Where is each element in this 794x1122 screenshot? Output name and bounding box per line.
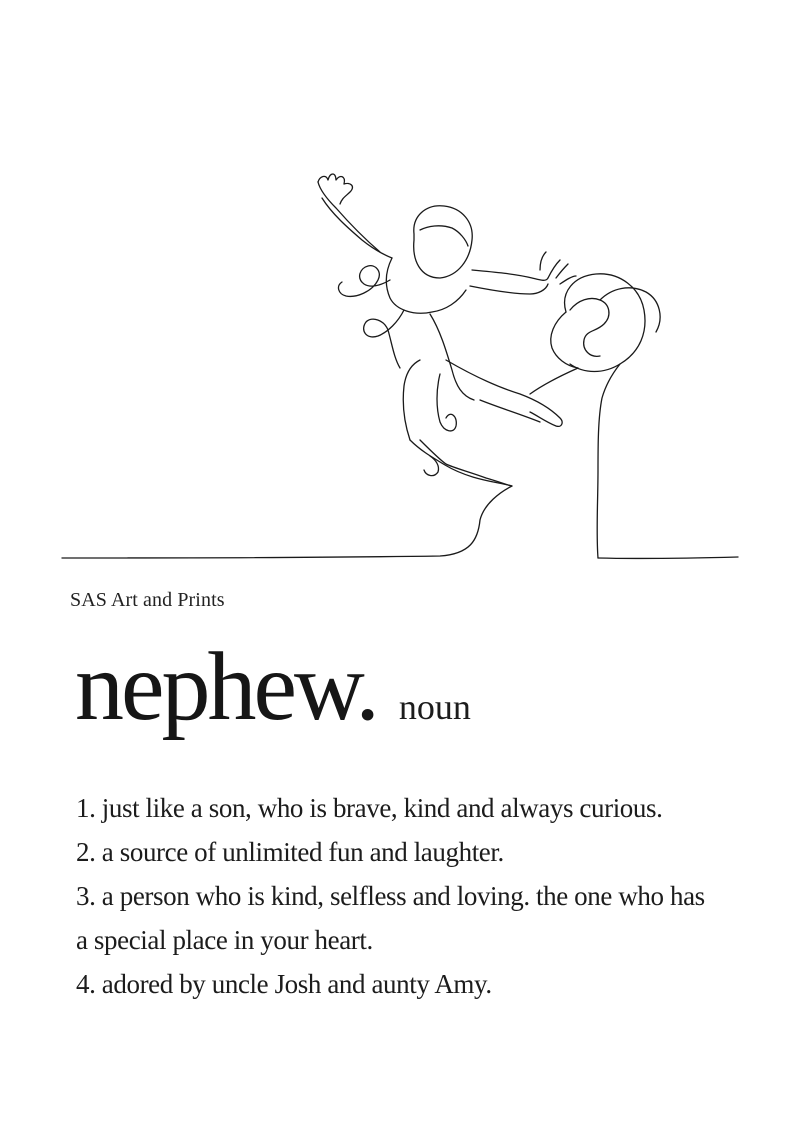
definition-item: 4. adored by uncle Josh and aunty Amy. [76,969,492,999]
definition-item: 1. just like a son, who is brave, kind and always curious. [76,793,663,823]
definition-item: 2. a source of unlimited fun and laughter. [76,837,504,867]
headword: nephew. [75,633,377,741]
definition-item: 3. a person who is kind, selfless and loving. the one who has a special place in your heart. [76,881,705,955]
entry-heading [75,633,471,741]
line-art-illustration [0,160,794,570]
adult-lifting-child-icon [0,160,794,570]
part-of-speech: noun [398,687,471,727]
brand-name: SAS Art and Prints [70,589,225,611]
definition-list [76,786,716,1006]
